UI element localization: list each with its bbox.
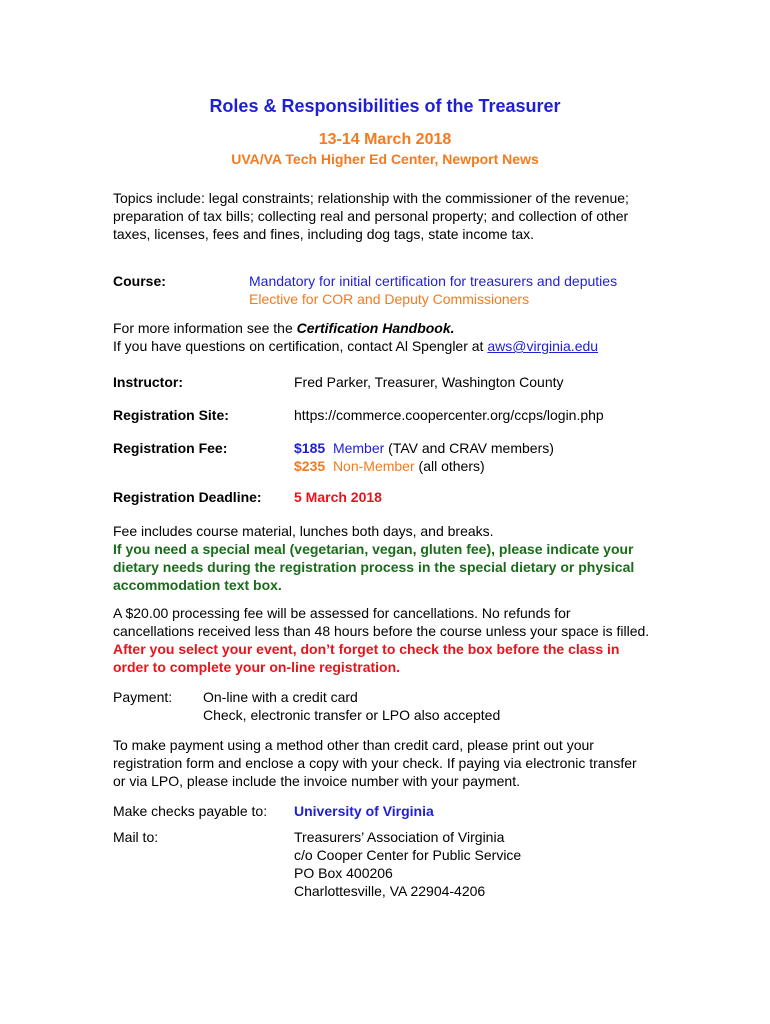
payable-label: Make checks payable to: — [113, 803, 268, 819]
payable-value: University of Virginia — [294, 803, 434, 819]
course-elective: Elective for COR and Deputy Commissioners — [249, 291, 530, 307]
course-label: Course: — [113, 273, 166, 289]
more-info-prefix: For more information see the — [113, 320, 297, 336]
payment-online: On-line with a credit card — [203, 689, 358, 705]
registration-deadline-label: Registration Deadline: — [113, 489, 262, 505]
payment-label: Payment: — [113, 689, 173, 705]
instructor-value: Fred Parker, Treasurer, Washington County — [294, 374, 564, 390]
nonmember-note: (all others) — [414, 458, 485, 474]
registration-fee-label: Registration Fee: — [113, 440, 228, 456]
member-label: Member — [332, 440, 385, 456]
nonmember-price: $235 — [294, 458, 326, 474]
event-venue: UVA/VA Tech Higher Ed Center, Newport News — [231, 151, 539, 167]
nonmember-fee-line — [294, 457, 485, 475]
mail-label: Mail to: — [113, 829, 159, 845]
payment-alternatives: Check, electronic transfer or LPO also accepted — [203, 707, 501, 723]
member-price: $185 — [294, 440, 326, 456]
topics-paragraph: Topics include: legal constraints; relationship with the commissioner of the revenue; preparation of tax bills; collecting real and personal property; and collection of other taxes, licenses, fees and fines, including dog tags, state income tax. — [113, 190, 629, 242]
course-mandatory: Mandatory for initial certification for treasurers and deputies — [249, 273, 618, 289]
cancellation-policy: A $20.00 processing fee will be assessed for cancellations. No refunds for cancellations received less than 48 hours before the course unless your space is filled. — [113, 605, 650, 639]
registration-site-url[interactable]: https://commerce.coopercenter.org/ccps/login.php — [294, 407, 604, 423]
special-meal-note: If you need a special meal (vegetarian, vegan, gluten fee), please indicate your dietary needs during the registration process in the special dietary or physical accommodation text box. — [113, 541, 635, 593]
nonmember-label: Non-Member — [332, 458, 415, 474]
mail-address-line: Treasurers’ Association of Virginia — [294, 829, 505, 845]
mail-address-line: c/o Cooper Center for Public Service — [294, 847, 522, 863]
fee-includes: Fee includes course material, lunches both days, and breaks. — [113, 523, 494, 539]
questions-line — [113, 337, 598, 355]
member-fee-line — [294, 439, 554, 457]
document-title: Roles & Responsibilities of the Treasurer — [209, 96, 561, 116]
event-date: 13-14 March 2018 — [318, 131, 452, 148]
mail-address-line: Charlottesville, VA 22904-4206 — [294, 883, 486, 899]
mail-address-line: PO Box 400206 — [294, 865, 393, 881]
registration-deadline-value: 5 March 2018 — [294, 489, 382, 505]
questions-text: If you have questions on certification, contact Al Spengler at — [113, 338, 488, 354]
payment-instructions: To make payment using a method other than credit card, please print out your registration form and enclose a copy with your check. If paying via electronic transfer or via LPO, please include the invoice number with your payment. — [113, 737, 637, 789]
member-note: (TAV and CRAV members) — [384, 440, 554, 456]
registration-site-label: Registration Site: — [113, 407, 229, 423]
handbook-title: Certification Handbook. — [296, 320, 455, 336]
cancellation-paragraph — [113, 604, 653, 676]
cancellation-warning: After you select your event, don’t forget to check the box before the class in order to complete your on-line registration. — [113, 641, 620, 675]
contact-email-link[interactable]: aws@virginia.edu — [487, 338, 599, 354]
instructor-label: Instructor: — [113, 374, 183, 390]
more-info-line — [113, 319, 455, 337]
